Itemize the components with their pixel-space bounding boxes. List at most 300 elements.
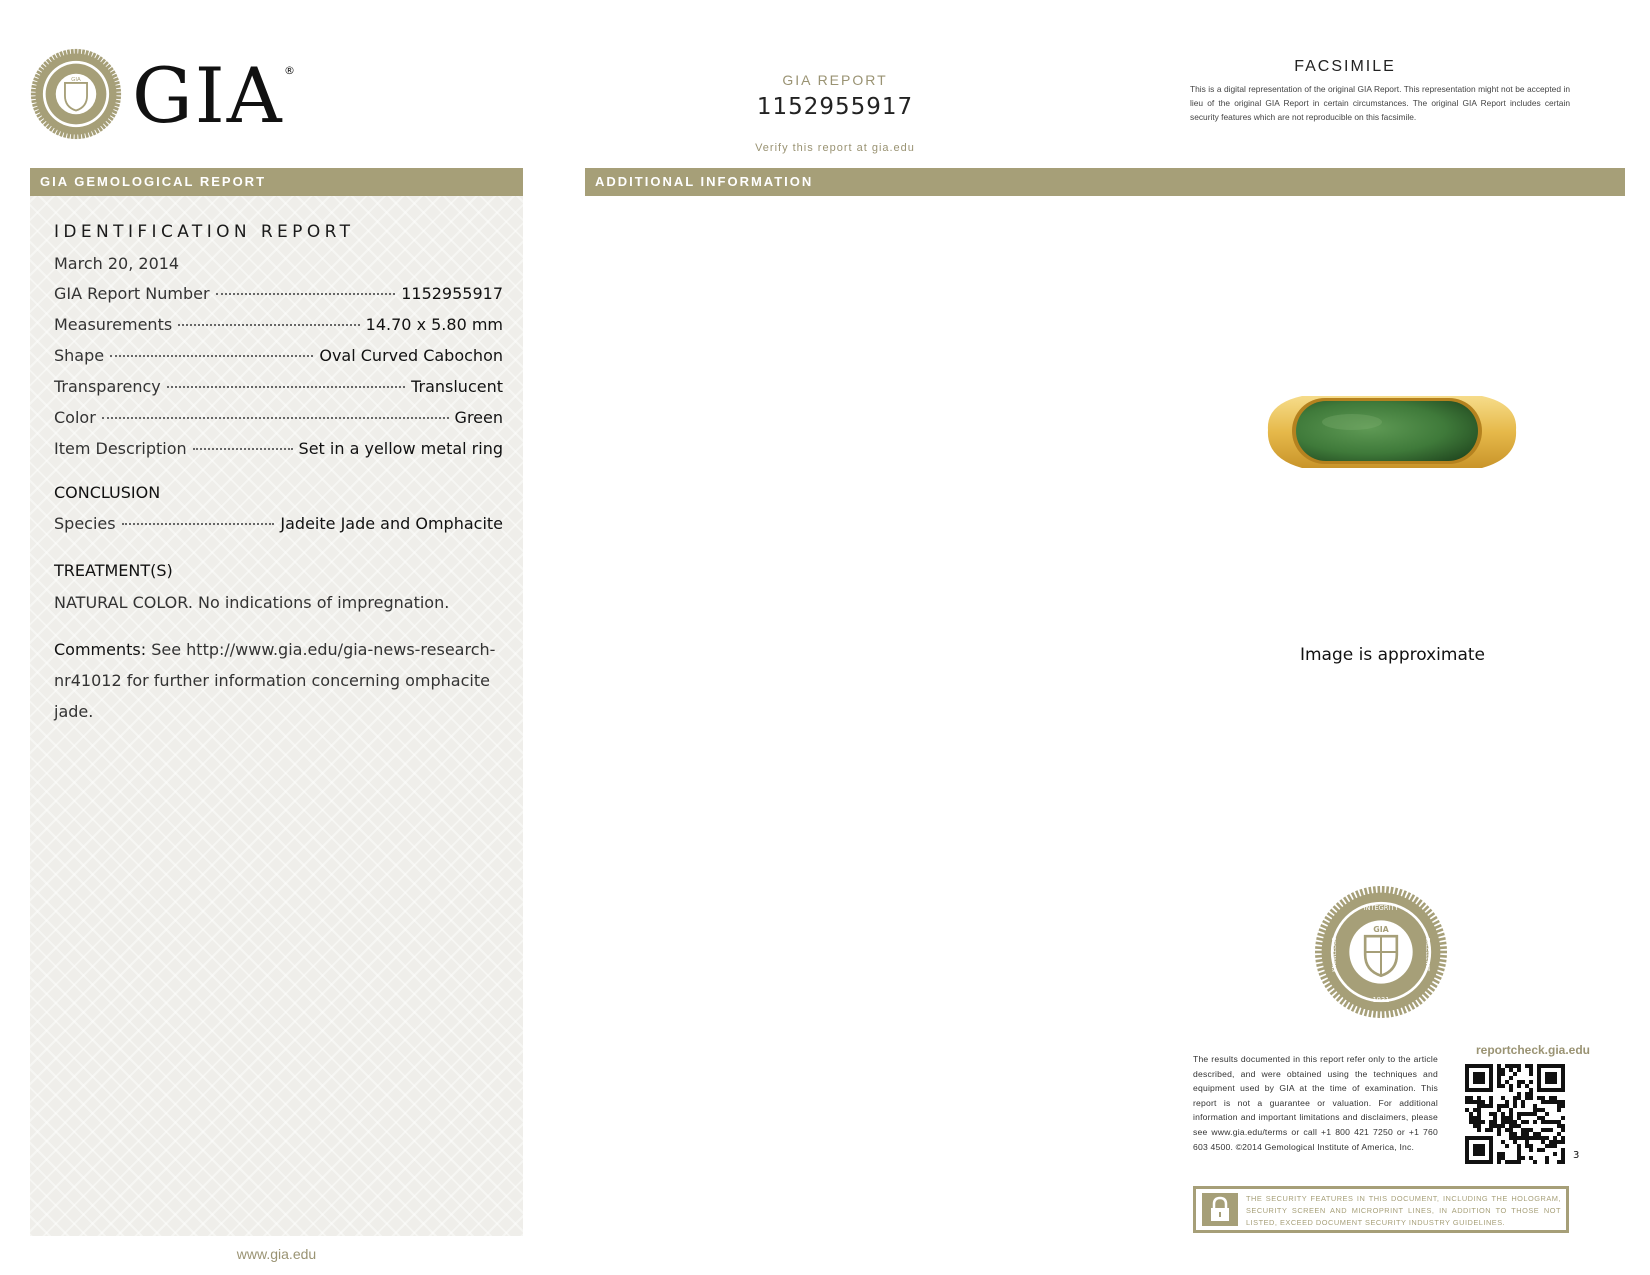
qr-module (1525, 1128, 1529, 1132)
qr-module (1493, 1116, 1497, 1120)
qr-module (1529, 1096, 1533, 1100)
qr-module (1513, 1100, 1517, 1104)
qr-module (1505, 1064, 1509, 1068)
seal-ray (37, 71, 43, 74)
qr-module (1509, 1120, 1513, 1124)
qr-module (1521, 1132, 1525, 1136)
qr-module (1513, 1064, 1517, 1068)
qr-module (1501, 1084, 1505, 1088)
qr-module (1509, 1124, 1513, 1128)
seal-left-text: KNOWLEDGE (1332, 937, 1339, 972)
qr-module (1557, 1160, 1561, 1164)
seal-ray (109, 71, 115, 74)
seal-ray (98, 126, 102, 131)
qr-module (1545, 1144, 1549, 1148)
qr-module (1505, 1104, 1509, 1108)
qr-module (1525, 1120, 1529, 1124)
qr-module (1469, 1112, 1473, 1116)
qr-finder (1473, 1072, 1485, 1084)
field-label: Measurements (54, 315, 173, 334)
qr-module (1517, 1080, 1521, 1084)
qr-module (1525, 1144, 1529, 1148)
qr-module (1545, 1128, 1549, 1132)
seal-ray (108, 116, 113, 120)
qr-module (1497, 1076, 1501, 1080)
qr-module (1481, 1120, 1485, 1124)
qr-module (1513, 1124, 1517, 1128)
qr-module (1557, 1108, 1561, 1112)
qr-module (1533, 1120, 1537, 1124)
qr-module (1481, 1104, 1485, 1108)
qr-module (1497, 1128, 1501, 1132)
qr-module (1549, 1096, 1553, 1100)
qr-module (1489, 1128, 1493, 1132)
qr-module (1553, 1120, 1557, 1124)
seal-ray (50, 126, 54, 131)
gia-seal-icon (1315, 886, 1447, 1018)
qr-module (1521, 1100, 1525, 1104)
qr-module (1477, 1124, 1481, 1128)
qr-module (1509, 1108, 1513, 1112)
qr-module (1505, 1080, 1509, 1084)
qr-module (1525, 1112, 1529, 1116)
qr-module (1529, 1144, 1533, 1148)
qr-module (1561, 1156, 1565, 1160)
qr-module (1525, 1084, 1529, 1088)
field-species (54, 514, 503, 533)
qr-module (1477, 1116, 1481, 1120)
qr-module (1497, 1084, 1501, 1088)
report-number: 1152955917 (756, 94, 914, 120)
qr-module (1521, 1080, 1525, 1084)
qr-module (1497, 1132, 1501, 1136)
report-details-panel (30, 196, 523, 1236)
qr-module (1557, 1104, 1561, 1108)
seal-ray (53, 127, 56, 133)
qr-module (1497, 1124, 1501, 1128)
seal-ray (86, 131, 88, 137)
qr-module (1489, 1096, 1493, 1100)
seal-ray (32, 101, 38, 102)
qr-module (1537, 1116, 1541, 1120)
qr-module (1501, 1140, 1505, 1144)
qr-module (1485, 1104, 1489, 1108)
seal-ray (31, 97, 37, 98)
qr-module (1493, 1120, 1497, 1124)
comments-block (54, 634, 503, 727)
seal-top-text: INTEGRITY (1363, 903, 1399, 912)
field-measurements (54, 315, 503, 334)
qr-module (1513, 1104, 1517, 1108)
seal-ray (83, 50, 84, 56)
qr-module (1537, 1096, 1541, 1100)
qr-module (1501, 1124, 1505, 1128)
seal-ray (47, 59, 51, 64)
qr-module (1517, 1144, 1521, 1148)
field-value: 1152955917 (401, 284, 503, 303)
jade-ring-image (1262, 382, 1522, 482)
qr-module (1505, 1128, 1509, 1132)
disclaimer-text: The results documented in this report refer only to the article described, and were obtained using the techniques and equipment used by GIA at the time of examination. This report is not a guarantee or valuation. For additional information and important limitations and disclaimers, please see www.gia.edu/terms or call +1 800 421 7250 or +1 760 603 4500. ©2014 Gemological Institute of America, Inc. (1193, 1054, 1438, 1152)
qr-module (1533, 1108, 1537, 1112)
field-value: 14.70 x 5.80 mm (365, 315, 503, 334)
qr-module (1517, 1148, 1521, 1152)
comments-text: See http://www.gia.edu/gia-news-research-nr41012 for further information concerning omphacite jade. (54, 640, 496, 721)
qr-module (1489, 1112, 1493, 1116)
qr-module (1549, 1120, 1553, 1124)
seal-ray (41, 65, 46, 69)
field-label: Transparency (54, 377, 161, 396)
qr-module (1557, 1120, 1561, 1124)
qr-module (1537, 1148, 1541, 1152)
field-value: Oval Curved Cabochon (319, 346, 503, 365)
qr-module (1501, 1096, 1505, 1100)
qr-module (1561, 1116, 1565, 1120)
registered-mark: ® (284, 64, 295, 77)
qr-module (1509, 1076, 1513, 1080)
qr-module (1557, 1132, 1561, 1136)
qr-module (1501, 1104, 1505, 1108)
qr-module (1469, 1116, 1473, 1120)
qr-module (1501, 1068, 1505, 1072)
qr-module (1541, 1128, 1545, 1132)
gia-logo-text: GIA (132, 51, 284, 140)
qr-code-icon[interactable] (1465, 1064, 1565, 1164)
field-color (54, 408, 503, 427)
qr-module (1529, 1112, 1533, 1116)
qr-module (1517, 1136, 1521, 1140)
qr-module (1505, 1144, 1509, 1148)
report-type-heading: IDENTIFICATION REPORT (54, 222, 355, 242)
field-value: Set in a yellow metal ring (298, 439, 503, 458)
qr-module (1541, 1108, 1545, 1112)
dot-leader (167, 386, 405, 388)
qr-module (1509, 1064, 1513, 1068)
qr-module (1481, 1100, 1485, 1104)
qr-module (1497, 1108, 1501, 1112)
seal-ray (32, 104, 38, 106)
qr-module (1497, 1160, 1501, 1164)
seal-ray (106, 65, 111, 69)
seal-ray (103, 121, 108, 126)
seal-ray (86, 50, 88, 56)
seal-ray (108, 68, 113, 72)
qr-module (1557, 1100, 1561, 1104)
lock-icon (1202, 1193, 1238, 1226)
qr-module (1517, 1124, 1521, 1128)
qr-module (1513, 1120, 1517, 1124)
qr-module (1509, 1068, 1513, 1072)
qr-module (1541, 1100, 1545, 1104)
qr-module (1497, 1080, 1501, 1084)
qr-module (1517, 1152, 1521, 1156)
qr-module (1497, 1068, 1501, 1072)
qr-module (1517, 1156, 1521, 1160)
qr-module (1533, 1104, 1537, 1108)
qr-module (1521, 1156, 1525, 1160)
qr-finder (1473, 1144, 1485, 1156)
report-label: GIA REPORT (782, 72, 888, 88)
qr-module (1485, 1128, 1489, 1132)
qr-module (1489, 1100, 1493, 1104)
qr-module (1521, 1136, 1525, 1140)
qr-module (1533, 1132, 1537, 1136)
seal-ray (68, 50, 69, 56)
qr-module (1493, 1112, 1497, 1116)
qr-module (1549, 1140, 1553, 1144)
qr-module (1489, 1120, 1493, 1124)
footer-url[interactable]: www.gia.edu (236, 1246, 317, 1262)
qr-module (1473, 1108, 1477, 1112)
qr-module (1513, 1132, 1517, 1136)
qr-module (1497, 1156, 1501, 1160)
qr-module (1529, 1080, 1533, 1084)
qr-module (1525, 1132, 1529, 1136)
dot-leader (193, 448, 293, 450)
qr-module (1549, 1128, 1553, 1132)
seal-ray (95, 127, 98, 133)
qr-module (1513, 1160, 1517, 1164)
qr-module (1521, 1112, 1525, 1116)
qr-module (1465, 1100, 1469, 1104)
dot-leader (102, 417, 449, 419)
qr-module (1509, 1088, 1513, 1092)
treatment-text: NATURAL COLOR. No indications of impregnation. (54, 593, 450, 612)
qr-module (1545, 1156, 1549, 1160)
seal-ray (31, 90, 37, 91)
qr-module (1533, 1112, 1537, 1116)
qr-module (1517, 1112, 1521, 1116)
qr-module (1497, 1104, 1501, 1108)
qr-module (1501, 1116, 1505, 1120)
security-notice-box (1193, 1186, 1569, 1233)
qr-module (1537, 1136, 1541, 1140)
qr-module (1477, 1112, 1481, 1116)
qr-module (1529, 1148, 1533, 1152)
seal-ray (39, 116, 44, 120)
seal-ray (64, 50, 66, 56)
qr-module (1505, 1120, 1509, 1124)
qr-module (1561, 1124, 1565, 1128)
qr-module (1541, 1116, 1545, 1120)
qr-module (1557, 1140, 1561, 1144)
qr-module (1561, 1128, 1565, 1132)
qr-module (1477, 1108, 1481, 1112)
seal-ray (72, 49, 73, 55)
qr-module (1561, 1160, 1565, 1164)
qr-module (1525, 1064, 1529, 1068)
seal-ray (103, 62, 108, 67)
qr-module (1517, 1116, 1521, 1120)
seal-ray (101, 59, 105, 64)
image-caption: Image is approximate (1299, 645, 1485, 665)
additional-information-bar: ADDITIONAL INFORMATION (585, 168, 1625, 196)
seal-ray (44, 62, 49, 67)
qr-module (1529, 1136, 1533, 1140)
seal-ray (41, 119, 46, 123)
qr-module (1493, 1124, 1497, 1128)
gemological-report-bar: GIA GEMOLOGICAL REPORT (30, 168, 523, 196)
reportcheck-link[interactable]: reportcheck.gia.edu (1475, 1043, 1591, 1057)
field-shape (54, 346, 503, 365)
seal-year-text: 1931 (1372, 996, 1390, 1005)
dot-leader (216, 293, 396, 295)
facsimile-title: FACSIMILE (1294, 58, 1396, 75)
qr-module (1529, 1068, 1533, 1072)
seal-ray (32, 86, 38, 87)
qr-module (1505, 1100, 1509, 1104)
qr-module (1553, 1136, 1557, 1140)
seal-ray (64, 131, 66, 137)
field-value: Green (454, 408, 503, 427)
qr-module (1501, 1152, 1505, 1156)
qr-module (1561, 1152, 1565, 1156)
seal-ray (114, 97, 120, 98)
seal-center-text: GIA (71, 77, 81, 84)
qr-module (1509, 1132, 1513, 1136)
qr-module (1517, 1068, 1521, 1072)
qr-module (1501, 1072, 1505, 1076)
verify-link[interactable]: Verify this report at gia.edu (755, 142, 915, 154)
qr-module (1469, 1120, 1473, 1124)
seal-ray (53, 55, 56, 61)
qr-module (1533, 1136, 1537, 1140)
qr-module (1541, 1096, 1545, 1100)
qr-module (1489, 1124, 1493, 1128)
dot-leader (110, 355, 313, 357)
field-report-number (54, 284, 503, 303)
seal-ray (113, 104, 119, 106)
seal-ray (109, 113, 115, 116)
qr-module (1469, 1100, 1473, 1104)
seal-ray (68, 132, 69, 138)
qr-module (1533, 1160, 1537, 1164)
seal-center-text: GIA (1373, 925, 1389, 935)
qr-module (1477, 1104, 1481, 1108)
field-label: Item Description (54, 439, 187, 458)
qr-module (1477, 1120, 1481, 1124)
qr-module (1509, 1160, 1513, 1164)
qr-module (1561, 1104, 1565, 1108)
qr-module (1477, 1128, 1481, 1132)
qr-module (1517, 1064, 1521, 1068)
qr-module (1525, 1136, 1529, 1140)
qr-module (1513, 1096, 1517, 1100)
qr-module (1545, 1100, 1549, 1104)
dot-leader (122, 523, 275, 525)
seal-ray (83, 132, 84, 138)
qr-module (1521, 1104, 1525, 1108)
seal-ray (114, 90, 120, 91)
qr-module (1529, 1128, 1533, 1132)
seal-ray (47, 124, 51, 129)
qr-module (1517, 1084, 1521, 1088)
qr-module (1549, 1144, 1553, 1148)
seal-ray (32, 82, 38, 84)
seal-ray (44, 121, 49, 126)
field-label: Shape (54, 346, 105, 365)
qr-module (1473, 1120, 1477, 1124)
qr-module (1537, 1132, 1541, 1136)
field-label: GIA Report Number (54, 284, 210, 303)
qr-module (1497, 1152, 1501, 1156)
qr-module (1545, 1136, 1549, 1140)
qr-module (1465, 1108, 1469, 1112)
qr-module (1501, 1112, 1505, 1116)
qr-module (1541, 1140, 1545, 1144)
qr-module (1505, 1160, 1509, 1164)
field-label: Species (54, 514, 116, 533)
qr-module (1477, 1096, 1481, 1100)
page-number: 3 (1573, 1150, 1580, 1161)
qr-module (1525, 1092, 1529, 1096)
qr-module (1553, 1140, 1557, 1144)
qr-module (1561, 1148, 1565, 1152)
qr-module (1501, 1120, 1505, 1124)
comments-label: Comments: (54, 640, 147, 659)
field-label: Color (54, 408, 96, 427)
qr-module (1505, 1116, 1509, 1120)
qr-module (1465, 1096, 1469, 1100)
qr-module (1477, 1100, 1481, 1104)
qr-module (1489, 1104, 1493, 1108)
qr-module (1509, 1136, 1513, 1140)
qr-module (1517, 1160, 1521, 1164)
report-date: March 20, 2014 (54, 254, 180, 273)
seal-ray (50, 57, 54, 62)
qr-module (1529, 1064, 1533, 1068)
qr-module (1541, 1136, 1545, 1140)
seal-ray (106, 119, 111, 123)
qr-module (1513, 1140, 1517, 1144)
qr-module (1537, 1108, 1541, 1112)
qr-module (1473, 1100, 1477, 1104)
seal-ray (98, 57, 102, 62)
field-value: Jadeite Jade and Omphacite (280, 514, 503, 533)
qr-module (1517, 1096, 1521, 1100)
qr-module (1469, 1096, 1473, 1100)
qr-finder (1545, 1072, 1557, 1084)
qr-module (1501, 1156, 1505, 1160)
qr-module (1553, 1144, 1557, 1148)
qr-module (1545, 1120, 1549, 1124)
qr-module (1557, 1124, 1561, 1128)
qr-module (1549, 1100, 1553, 1104)
seal-ray (113, 82, 119, 84)
qr-module (1521, 1120, 1525, 1124)
seal-ray (39, 68, 44, 72)
qr-module (1561, 1136, 1565, 1140)
qr-module (1529, 1088, 1533, 1092)
qr-module (1545, 1112, 1549, 1116)
qr-module (1553, 1152, 1557, 1156)
qr-module (1545, 1160, 1549, 1164)
treatment-heading: TREATMENT(S) (54, 561, 173, 580)
facsimile-notice: This is a digital representation of the original GIA Report. This representation might not be accepted in lieu of the original GIA Report in certain circumstances. The original GIA Report includes certain security features which are not reproducible on this facsimile. (1190, 84, 1570, 122)
qr-module (1553, 1096, 1557, 1100)
qr-module (1513, 1072, 1517, 1076)
seal-ray (95, 55, 98, 61)
field-transparency (54, 377, 503, 396)
seal-ray (114, 101, 120, 102)
qr-module (1541, 1120, 1545, 1124)
seal-ray (114, 86, 120, 87)
qr-module (1541, 1148, 1545, 1152)
qr-module (1509, 1116, 1513, 1120)
qr-module (1517, 1092, 1521, 1096)
qr-module (1525, 1096, 1529, 1100)
qr-module (1509, 1128, 1513, 1132)
